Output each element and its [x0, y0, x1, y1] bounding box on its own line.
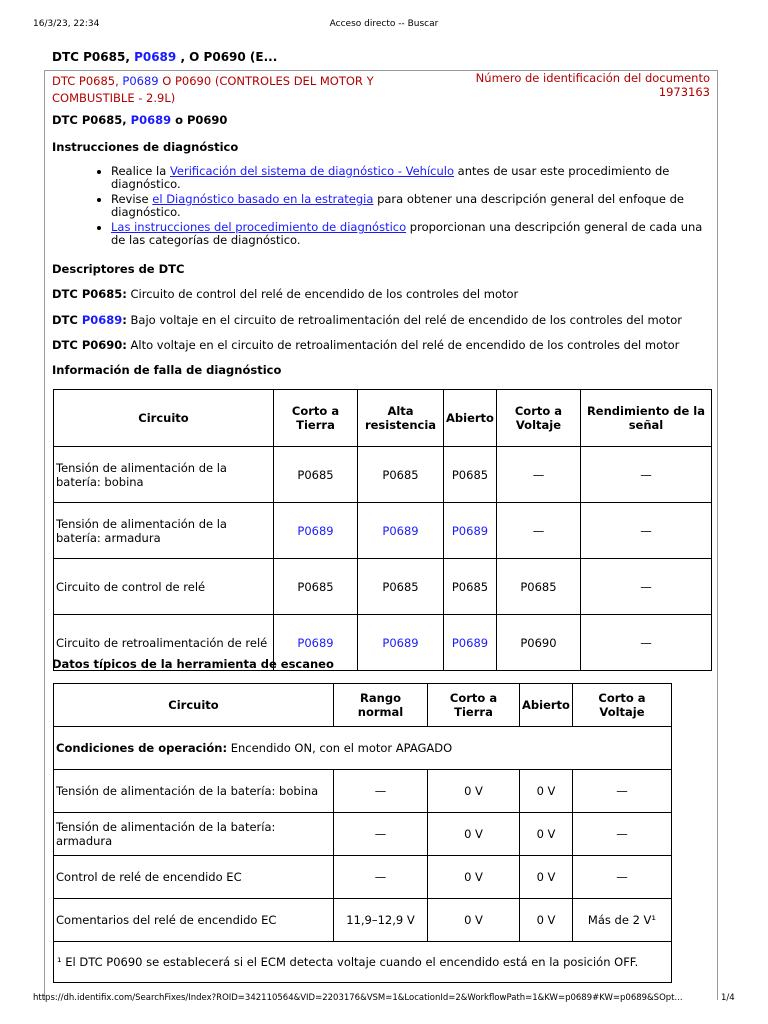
p0689-link[interactable]: P0689 — [297, 635, 334, 650]
list-item — [111, 193, 711, 219]
document-subtitle — [52, 73, 412, 107]
table-cell: 0 V — [520, 899, 573, 942]
conditions-row — [54, 727, 672, 770]
table-header-row — [54, 684, 672, 727]
doc-title-prefix: DTC P0685, — [52, 50, 135, 64]
scan-tool-heading: Datos típicos de la herramienta de escaneo — [52, 657, 334, 671]
descriptor-p0689-link[interactable]: P0689 — [81, 313, 123, 327]
table-cell: 0 V — [520, 856, 573, 899]
column-header: Abierto — [444, 390, 497, 447]
table-cell: 0 V — [428, 813, 520, 856]
bullet-text: Revise — [111, 192, 153, 206]
table-cell: — — [572, 813, 671, 856]
table-row — [54, 770, 672, 813]
document-id — [390, 71, 710, 99]
p0689-link[interactable]: P0689 — [297, 523, 334, 538]
table-cell: 0 V — [428, 899, 520, 942]
scan-tool-table — [53, 683, 672, 983]
descriptor-p0685 — [52, 287, 518, 301]
table-cell: Tensión de alimentación de la batería: armadura — [54, 813, 334, 856]
strategy-diagnostic-link[interactable]: el Diagnóstico basado en la estrategia — [152, 192, 374, 206]
p0689-link[interactable]: P0689 — [451, 635, 489, 650]
dtc-heading-prefix: DTC P0685, — [52, 113, 131, 127]
bullet-text: antes de usar este procedimiento de diagnóstico. — [111, 164, 670, 191]
table-cell: — — [572, 856, 671, 899]
table-cell: Comentarios del relé de encendido EC — [54, 899, 334, 942]
doc-title-suffix: , O P0690 (E... — [176, 50, 278, 64]
descriptor-text: Alto voltaje en el circuito de retroalimentación del relé de encendido de los controles del motor — [126, 338, 680, 352]
table-cell: — — [334, 856, 428, 899]
table-cell: Control de relé de encendido EC — [54, 856, 334, 899]
p0689-link[interactable]: P0689 — [382, 523, 419, 538]
print-title: Acceso directo -- Buscar — [329, 19, 439, 29]
dtc-descriptors-heading: Descriptores de DTC — [52, 262, 185, 276]
table-cell: Más de 2 V¹ — [572, 899, 671, 942]
table-cell: Tensión de alimentación de la batería: bobina — [54, 447, 274, 503]
document-id-number: 1973163 — [658, 85, 710, 99]
table-cell: 0 V — [520, 813, 573, 856]
descriptor-text: Circuito de control del relé de encendido de los controles del motor — [126, 287, 519, 301]
table-cell: 0 V — [428, 856, 520, 899]
descriptor-p0690 — [52, 338, 679, 352]
descriptor-p0689 — [52, 313, 682, 327]
table-cell: — — [580, 503, 711, 559]
print-date: 16/3/23, 22:34 — [33, 19, 100, 29]
list-item — [111, 221, 711, 247]
footnote: ¹ El DTC P0690 se establecerá si el ECM detecta voltaje cuando el encendido está en la posición OFF. — [54, 942, 672, 983]
table-cell: — — [572, 770, 671, 813]
document-title — [52, 50, 277, 64]
table-cell: — — [334, 813, 428, 856]
bullet-text: Realice la — [111, 164, 170, 178]
table-cell: — — [580, 447, 711, 503]
table-cell: Tensión de alimentación de la batería: armadura — [54, 503, 274, 559]
table-cell: P0685 — [444, 559, 497, 615]
dtc-heading-suffix: o P0690 — [171, 113, 228, 127]
table-row — [54, 447, 712, 503]
column-header: Circuito — [54, 684, 334, 727]
document-id-label: Número de identificación del documento — [475, 71, 710, 85]
descriptor-code: DTC P0690: — [52, 338, 127, 352]
table-row — [54, 856, 672, 899]
table-cell: P0690 — [496, 615, 580, 671]
doc-title-p0689-link[interactable]: P0689 — [134, 50, 177, 64]
subtitle-prefix: DTC P0685, — [52, 74, 123, 88]
column-header: Corto a Voltaje — [496, 390, 580, 447]
table-cell: 0 V — [428, 770, 520, 813]
table-row — [54, 813, 672, 856]
dtc-heading-p0689-link[interactable]: P0689 — [130, 113, 172, 127]
table-cell: — — [334, 770, 428, 813]
column-header: Corto a Tierra — [274, 390, 358, 447]
diagnostic-instructions-heading: Instrucciones de diagnóstico — [52, 140, 239, 154]
subtitle-suffix: O P0690 (CONTROLES DEL MOTOR Y COMBUSTIBLE - 2.9L) — [52, 74, 374, 105]
conditions-label: Condiciones de operación: — [56, 741, 228, 755]
dtc-heading — [52, 113, 227, 127]
print-page-number: 1/4 — [721, 993, 735, 1003]
column-header: Rango normal — [334, 684, 428, 727]
table-cell: — — [580, 615, 711, 671]
column-header: Corto a Tierra — [428, 684, 520, 727]
table-cell: Circuito de retroalimentación de relé — [54, 615, 274, 671]
table-cell: P0685 — [358, 559, 444, 615]
print-header — [0, 19, 768, 33]
column-header: Corto a Voltaje — [572, 684, 671, 727]
column-header: Rendimiento de la señal — [580, 390, 711, 447]
bullet-text: proporcionan una descripción general de cada una de las categorías de diagnóstico. — [111, 220, 703, 247]
procedure-instructions-link[interactable]: Las instrucciones del procedimiento de diagnóstico — [111, 220, 407, 234]
document-frame — [44, 70, 718, 1000]
fault-info-heading: Información de falla de diagnóstico — [52, 363, 282, 377]
conditions-cell — [54, 727, 672, 770]
table-cell: Tensión de alimentación de la batería: bobina — [54, 770, 334, 813]
table-cell: — — [496, 503, 580, 559]
table-row — [54, 559, 712, 615]
table-cell: P0685 — [274, 559, 358, 615]
list-item — [111, 165, 711, 191]
column-header: Abierto — [520, 684, 573, 727]
table-header-row — [54, 390, 712, 447]
table-cell: P0685 — [444, 447, 497, 503]
vehicle-diagnostic-check-link[interactable]: Verificación del sistema de diagnóstico - Vehículo — [169, 164, 455, 178]
descriptor-colon: : — [122, 313, 127, 327]
subtitle-p0689-link[interactable]: P0689 — [122, 74, 159, 88]
table-cell: P0685 — [274, 447, 358, 503]
descriptor-code-prefix: DTC — [52, 313, 82, 327]
bullet-text: para obtener una descripción general del enfoque de diagnóstico. — [111, 192, 684, 219]
table-cell: 0 V — [520, 770, 573, 813]
conditions-text: Encendido ON, con el motor APAGADO — [227, 741, 453, 755]
table-cell: P0685 — [358, 447, 444, 503]
diagnostic-instructions-list — [97, 165, 711, 249]
fault-info-table — [53, 389, 712, 671]
p0689-link[interactable]: P0689 — [382, 635, 419, 650]
descriptor-text: Bajo voltaje en el circuito de retroalimentación del relé de encendido de los controles del motor — [126, 313, 682, 327]
table-cell: Circuito de control de relé — [54, 559, 274, 615]
descriptor-code: DTC P0685: — [52, 287, 127, 301]
print-footer-url: https://dh.identifix.com/SearchFixes/Index?ROID=342110564&VID=2203176&VSM=1&LocationId=2&WorkflowPath=1&KW=p0689#KW=p0689&SOpt... — [33, 993, 683, 1003]
table-cell: — — [580, 559, 711, 615]
table-cell: 11,9–12,9 V — [334, 899, 428, 942]
table-row — [54, 899, 672, 942]
footnote-row — [54, 942, 672, 983]
table-cell: — — [496, 447, 580, 503]
p0689-link[interactable]: P0689 — [451, 523, 489, 538]
column-header: Alta resistencia — [358, 390, 444, 447]
table-row — [54, 503, 712, 559]
column-header: Circuito — [54, 390, 274, 447]
table-cell: P0685 — [496, 559, 580, 615]
